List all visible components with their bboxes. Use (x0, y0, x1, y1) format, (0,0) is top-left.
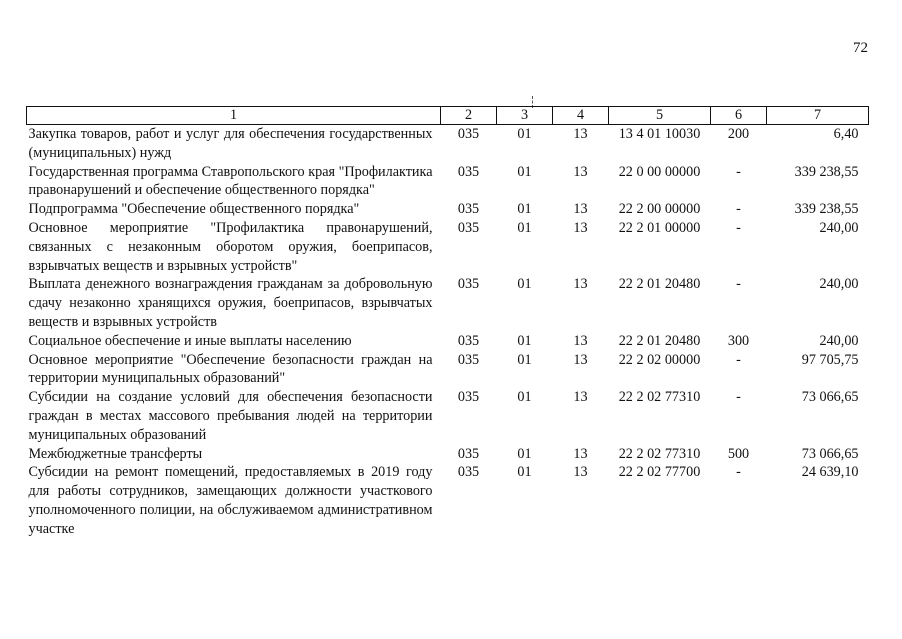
row-ministry-code: 035 (457, 332, 480, 349)
row-amount: 73 066,65 (801, 445, 859, 462)
row-target-article: 22 2 00 00000 (618, 201, 701, 218)
row-section: 01 (517, 332, 532, 349)
row-ministry-code: 035 (457, 276, 480, 293)
row-amount: 240,00 (819, 219, 859, 236)
row-name: Субсидии на ремонт помещений, предоставляемых в 2019 году для работы сотрудников, замещающих должности участкового уполномоченного полиции, на обслуживаемом административном участке (28, 464, 433, 537)
row-amount: 73 066,65 (801, 389, 859, 406)
row-amount: 240,00 (819, 276, 859, 293)
row-section: 01 (517, 219, 532, 236)
column-header-6: 6 (711, 107, 767, 125)
row-target-article: 22 2 01 20480 (618, 332, 701, 349)
row-subsection: 13 (573, 351, 588, 368)
row-section: 01 (517, 276, 532, 293)
row-target-article: 22 2 02 77310 (618, 445, 701, 462)
row-subsection: 13 (573, 126, 588, 142)
column-header-4: 4 (553, 107, 609, 125)
row-expense-type: 300 (727, 332, 750, 349)
row-name: Закупка товаров, работ и услуг для обеспечения государственных (муниципальных) нужд (28, 126, 433, 161)
row-amount: 6,40 (833, 126, 859, 142)
row-amount: 339 238,55 (794, 201, 859, 218)
row-ministry-code: 035 (457, 219, 480, 236)
row-subsection: 13 (573, 201, 588, 218)
column-header-1: 1 (27, 107, 441, 125)
table-row (27, 332, 869, 351)
table-row (27, 445, 869, 464)
row-ministry-code: 035 (457, 126, 480, 142)
row-expense-type: - (736, 351, 741, 368)
row-subsection: 13 (573, 276, 588, 293)
row-expense-type: 200 (727, 126, 750, 142)
budget-table (26, 106, 869, 539)
row-target-article: 22 2 02 77310 (618, 389, 701, 406)
row-name: Основное мероприятие "Профилактика правонарушений, связанных с незаконным оборотом оружия, боеприпасов, взрывчатых веществ и взрывных устройств" (28, 219, 433, 274)
row-target-article: 13 4 01 10030 (618, 126, 701, 142)
row-name: Государственная программа Ставропольского края "Профилактика правонарушений и обеспечение общественного порядка" (28, 163, 433, 199)
row-target-article: 22 2 01 20480 (618, 276, 701, 293)
table-row (27, 163, 869, 201)
column-header-2: 2 (441, 107, 497, 125)
row-amount: 339 238,55 (794, 163, 859, 180)
row-target-article: 22 0 00 00000 (618, 163, 701, 180)
row-subsection: 13 (573, 389, 588, 406)
row-subsection: 13 (573, 332, 588, 349)
column-header-row (27, 107, 869, 125)
row-target-article: 22 2 02 77700 (618, 464, 701, 481)
table-row (27, 388, 869, 444)
row-subsection: 13 (573, 445, 588, 462)
table-row (27, 200, 869, 219)
row-name: Основное мероприятие "Обеспечение безопасности граждан на территории муниципальных образований" (28, 351, 433, 387)
row-name: Выплата денежного вознаграждения гражданам за добровольную сдачу незаконно хранящихся оружия, боеприпасов, взрывчатых веществ и взрывных устройств (28, 276, 433, 330)
row-ministry-code: 035 (457, 464, 480, 481)
row-subsection: 13 (573, 219, 588, 236)
row-section: 01 (517, 201, 532, 218)
column-header-3: 3 (497, 107, 553, 125)
row-expense-type: - (736, 389, 741, 406)
row-expense-type: - (736, 219, 741, 236)
row-section: 01 (517, 163, 532, 180)
row-section: 01 (517, 389, 532, 406)
row-amount: 240,00 (819, 332, 859, 349)
row-subsection: 13 (573, 464, 588, 481)
row-ministry-code: 035 (457, 389, 480, 406)
column-header-5: 5 (609, 107, 711, 125)
column-header-7: 7 (767, 107, 869, 125)
row-name: Социальное обеспечение и иные выплаты населению (28, 332, 352, 349)
table-row (27, 463, 869, 538)
row-section: 01 (517, 126, 532, 142)
row-section: 01 (517, 464, 532, 481)
row-ministry-code: 035 (457, 445, 480, 462)
table-row (27, 351, 869, 389)
row-expense-type: - (736, 276, 741, 293)
row-ministry-code: 035 (457, 351, 480, 368)
table-row (27, 125, 869, 163)
row-target-article: 22 2 02 00000 (618, 351, 701, 368)
row-expense-type: - (736, 163, 741, 180)
row-expense-type: - (736, 464, 741, 481)
table-row (27, 275, 869, 331)
row-expense-type: - (736, 201, 741, 218)
row-expense-type: 500 (727, 445, 750, 462)
row-name: Подпрограмма "Обеспечение общественного порядка" (28, 201, 360, 218)
row-subsection: 13 (573, 163, 588, 180)
row-name: Межбюджетные трансферты (28, 445, 203, 462)
row-name: Субсидии на создание условий для обеспечения безопасности граждан в местах массового пребывания людей на территории муниципальных образований (28, 389, 433, 443)
row-amount: 97 705,75 (801, 351, 859, 368)
row-section: 01 (517, 351, 532, 368)
row-ministry-code: 035 (457, 201, 480, 218)
table-row (27, 219, 869, 275)
page-number: 72 (853, 40, 868, 56)
row-section: 01 (517, 445, 532, 462)
row-amount: 24 639,10 (801, 464, 859, 481)
row-target-article: 22 2 01 00000 (618, 219, 701, 236)
row-ministry-code: 035 (457, 163, 480, 180)
